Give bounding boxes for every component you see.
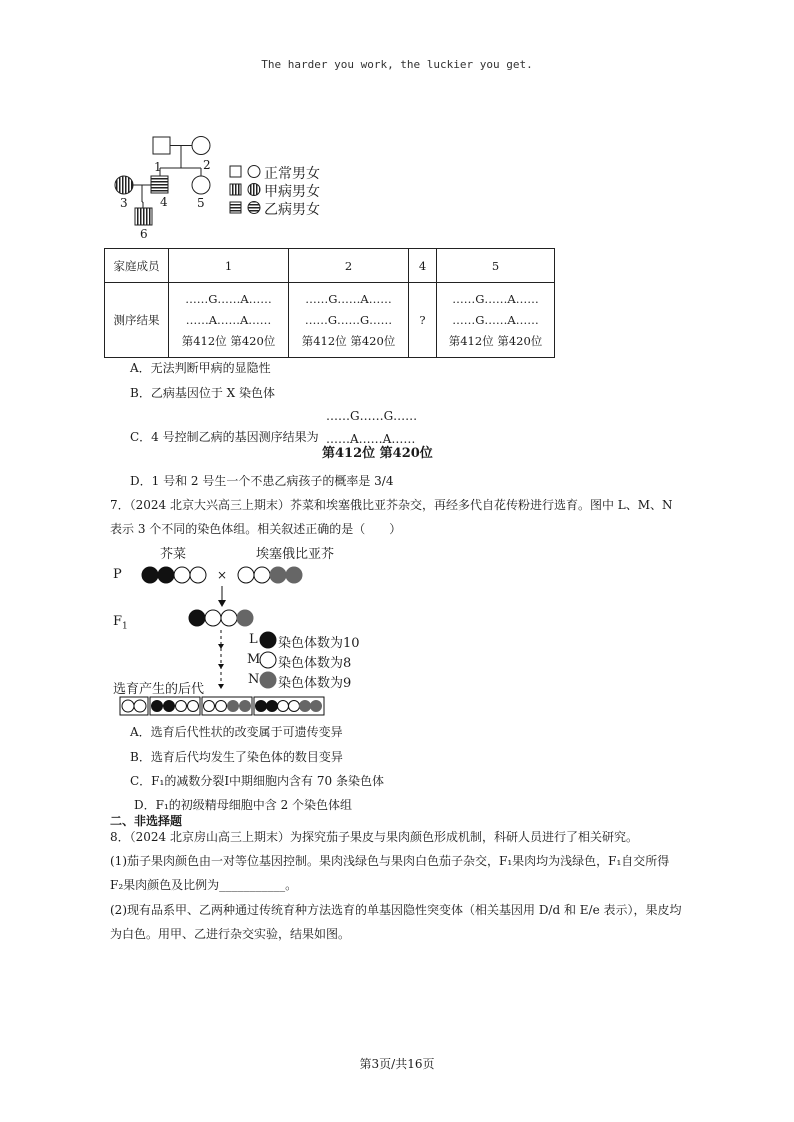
f1-label-subscript: 1 bbox=[122, 621, 128, 632]
table-member-1: 1 bbox=[169, 249, 289, 283]
q6-option-c-positions: 第412位 第420位 bbox=[322, 446, 433, 461]
q7-stem-line2: 表示 3 个不同的染色体组。相关叙述正确的是（ ） bbox=[110, 522, 402, 536]
cross-symbol: × bbox=[217, 568, 228, 582]
section-heading: 二、非选择题 bbox=[110, 814, 183, 828]
q8-part2-line2: 为白色。用甲、乙进行杂交实验，结果如图。 bbox=[110, 927, 351, 941]
q8-part2-line1: (2)现有品系甲、乙两种通过传统育种方法选育的单基因隐性突变体（相关基因用 D/d 和 E/e 表示），果皮均 bbox=[110, 903, 682, 917]
legend-normal-label: 正常男女 bbox=[264, 166, 320, 182]
chromosome-set-L bbox=[189, 610, 205, 626]
chromosome-set-L bbox=[256, 701, 267, 712]
legend-disease-b-female-icon bbox=[248, 202, 260, 214]
chromosome-set-M bbox=[205, 610, 221, 626]
legend-disease-a-female-icon bbox=[248, 184, 260, 196]
seq-line: ……G……A…… bbox=[452, 312, 539, 327]
f1-label-letter: F bbox=[113, 614, 123, 629]
pedigree-number-5: 5 bbox=[197, 196, 205, 210]
chromosome-set-M bbox=[221, 610, 237, 626]
chromosome-set-M bbox=[176, 701, 187, 712]
parent1-label: 芥菜 bbox=[160, 547, 187, 562]
chromosome-set-L bbox=[152, 701, 163, 712]
page-footer: 第3页/共16页 bbox=[359, 1057, 435, 1071]
seq-positions: 第412位 第420位 bbox=[448, 333, 543, 348]
chromosome-set-M bbox=[254, 567, 270, 583]
chromosome-set-L bbox=[164, 701, 175, 712]
q7-option-a: A．选育后代性状的改变属于可遗传变异 bbox=[130, 725, 343, 739]
chromosome-set-N bbox=[300, 701, 311, 712]
table-result-2 bbox=[289, 283, 409, 358]
legend-disease-b-label: 乙病男女 bbox=[264, 202, 320, 218]
member-1-male bbox=[153, 137, 170, 154]
chromosome-set-N bbox=[311, 701, 322, 712]
parent2-label: 埃塞俄比亚芥 bbox=[256, 547, 335, 562]
member-4-male-disease-b bbox=[151, 176, 168, 193]
member-3-female-disease-a bbox=[115, 176, 133, 194]
table-member-5: 5 bbox=[437, 249, 555, 283]
chromosome-set-L bbox=[158, 567, 174, 583]
table-result-4 bbox=[409, 283, 437, 358]
chromosome-set-M bbox=[216, 701, 227, 712]
q8-stem: 8．（2024 北京房山高三上期末）为探究茄子果皮与果肉颜色形成机制，科研人员进行了相关研究。 bbox=[110, 830, 638, 844]
legend-disease-a-male-icon bbox=[230, 184, 241, 195]
q6-option-a: A．无法判断甲病的显隐性 bbox=[130, 361, 271, 375]
chromosome-set-L bbox=[267, 701, 278, 712]
member-6-male-disease-a bbox=[135, 208, 152, 225]
chromosome-set-M bbox=[204, 701, 215, 712]
seq-line: ……G……G…… bbox=[304, 312, 393, 327]
table-result-1 bbox=[169, 283, 289, 358]
legend-normal-female-icon bbox=[248, 166, 260, 178]
table-header-result: 测序结果 bbox=[105, 283, 169, 358]
pedigree-number-4: 4 bbox=[160, 195, 168, 209]
legend-L-icon bbox=[260, 632, 276, 648]
q6-option-c-seq-line2: ……A……A…… bbox=[326, 432, 416, 446]
seq-line: ……G……A…… bbox=[452, 291, 539, 306]
chromosome-set-N bbox=[286, 567, 302, 583]
table-header-member: 家庭成员 bbox=[105, 249, 169, 283]
chromosome-set-N bbox=[237, 610, 253, 626]
legend-N-icon bbox=[260, 672, 276, 688]
member-5-female bbox=[192, 176, 210, 194]
table-member-2: 2 bbox=[289, 249, 409, 283]
q7-option-d: D．F₁的初级精母细胞中含 2 个染色体组 bbox=[134, 798, 353, 812]
table-result-5 bbox=[437, 283, 555, 358]
sequencing-table bbox=[104, 248, 555, 358]
legend-normal-male-icon bbox=[230, 166, 241, 177]
q7-stem-line1: 7．（2024 北京大兴高三上期末）芥菜和埃塞俄比亚芥杂交，再经多代自花传粉进行选育。图中 L、M、N bbox=[110, 498, 673, 512]
legend-N-text: 染色体数为9 bbox=[278, 676, 352, 691]
q6-option-c-seq-line1: ……G……G…… bbox=[326, 409, 418, 423]
legend-L-letter: L bbox=[249, 632, 258, 647]
chromosome-set-M bbox=[238, 567, 254, 583]
member-2-female bbox=[192, 137, 210, 155]
chromosome-set-M bbox=[174, 567, 190, 583]
chromosome-set-N bbox=[270, 567, 286, 583]
chromosome-set-N bbox=[228, 701, 239, 712]
chromosome-set-M bbox=[188, 701, 199, 712]
chromosome-set-M bbox=[278, 701, 289, 712]
q7-option-c: C．F₁的减数分裂Ⅰ中期细胞内含有 70 条染色体 bbox=[130, 774, 384, 788]
legend-L-text: 染色体数为10 bbox=[278, 636, 360, 651]
seq-positions: 第412位 第420位 bbox=[301, 333, 396, 348]
q7-option-b: B．选育后代均发生了染色体的数目变异 bbox=[130, 750, 343, 764]
p-generation-label: P bbox=[113, 567, 122, 582]
table-member-4: 4 bbox=[409, 249, 437, 283]
seq-line: ……G……A…… bbox=[305, 291, 392, 306]
seq-line: ……G……A…… bbox=[185, 291, 272, 306]
legend-M-letter: M bbox=[247, 652, 261, 667]
q6-option-c: C．4 号控制乙病的基因测序结果为 bbox=[130, 430, 319, 444]
q6-option-b: B．乙病基因位于 X 染色体 bbox=[130, 386, 275, 400]
seq-unknown: ? bbox=[419, 312, 426, 327]
header-motto: The harder you work, the luckier you get. bbox=[261, 58, 533, 71]
q6-option-d: D．1 号和 2 号生一个不患乙病孩子的概率是 3/4 bbox=[130, 474, 394, 488]
chromosome-set-M bbox=[190, 567, 206, 583]
offspring-chromosome-sets bbox=[119, 696, 325, 718]
seq-positions: 第412位 第420位 bbox=[181, 333, 276, 348]
pedigree-number-1: 1 bbox=[154, 160, 162, 174]
legend-disease-b-male-icon bbox=[230, 202, 241, 213]
pedigree-number-3: 3 bbox=[120, 196, 128, 210]
chromosome-set-N bbox=[240, 701, 251, 712]
pedigree-number-2: 2 bbox=[203, 158, 211, 172]
chromosome-set-M bbox=[122, 700, 134, 712]
chromosome-set-M bbox=[134, 700, 146, 712]
legend-M-icon bbox=[260, 652, 276, 668]
q8-part1-line1: (1)茄子果肉颜色由一对等位基因控制。果肉浅绿色与果肉白色茄子杂交，F₁果肉均为浅绿色，F₁自交所得 bbox=[110, 854, 670, 868]
legend-N-letter: N bbox=[248, 672, 260, 687]
chromosome-set-M bbox=[289, 701, 300, 712]
q8-part1-line2: F₂果肉颜色及比例为___________。 bbox=[110, 878, 298, 892]
legend-M-text: 染色体数为8 bbox=[278, 656, 352, 671]
pedigree-number-6: 6 bbox=[140, 227, 148, 241]
chromosome-set-L bbox=[142, 567, 158, 583]
seq-line: ……A……A…… bbox=[185, 312, 272, 327]
pedigree-legend-symbols bbox=[229, 162, 263, 218]
legend-disease-a-label: 甲病男女 bbox=[264, 184, 320, 200]
offspring-label: 选育产生的后代 bbox=[113, 682, 205, 697]
